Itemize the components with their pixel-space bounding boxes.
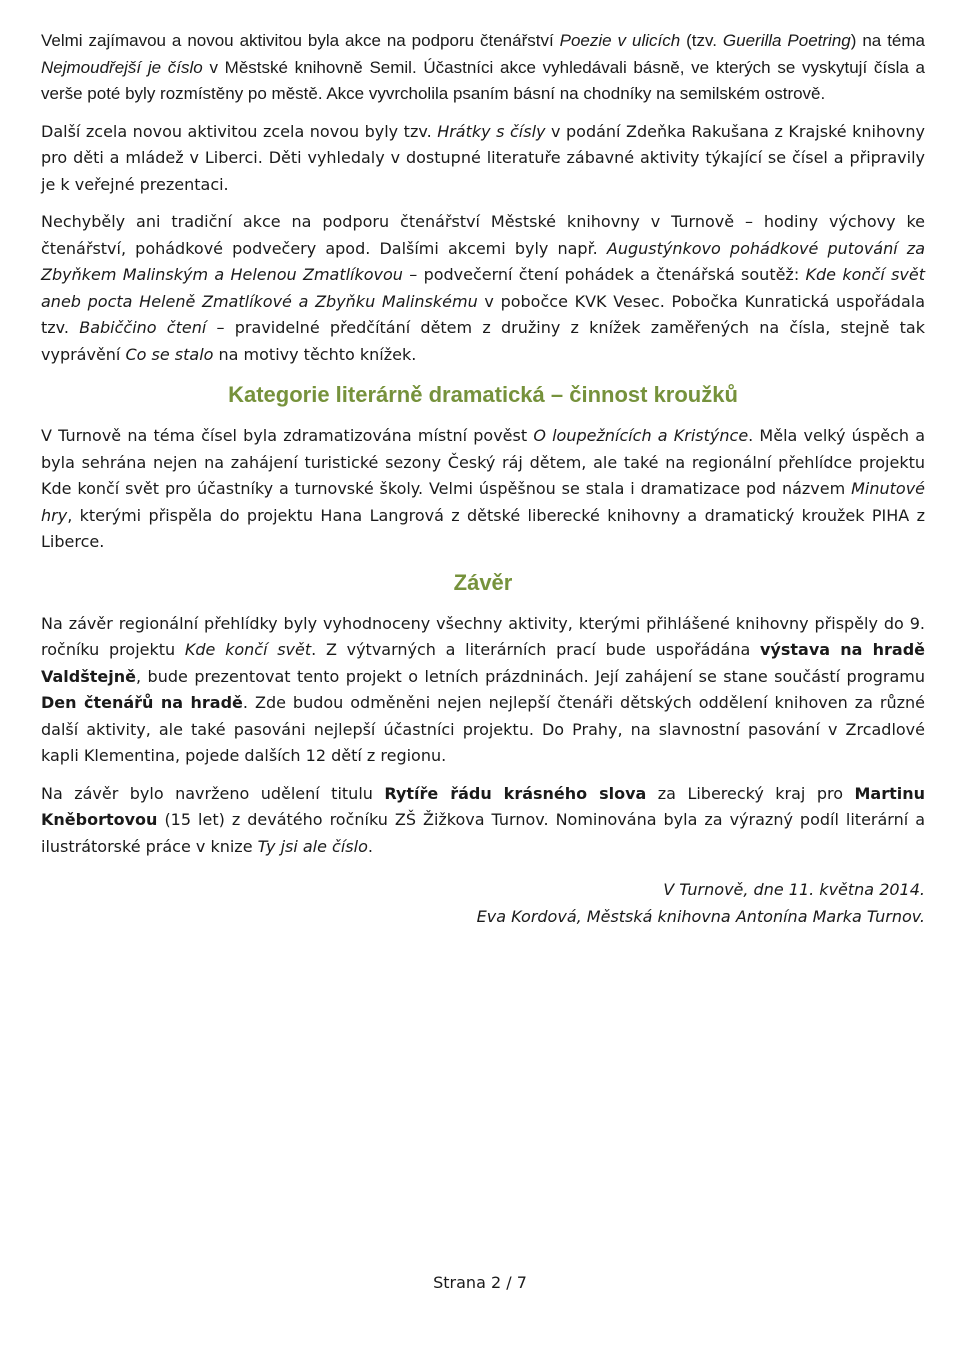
text-run: , kterými přispěla do projektu Hana Langrová z dětské liberecké knihovny a dramatický kroužek PIHA z Liberce.: [41, 505, 925, 551]
italic-run: Minutové hry: [41, 479, 925, 525]
italic-run: Hrátky s čísly: [437, 121, 546, 141]
text-run: Velmi zajímavou a novou aktivitou byla akce na podporu čtenářství: [41, 31, 560, 50]
paragraph-poezie-v-ulicich: [41, 28, 925, 108]
paragraph-hratky-s-cisly: [41, 119, 925, 199]
italic-run: Nejmoudřejší je číslo: [41, 57, 203, 77]
text-run: Další zcela novou aktivitou zcela novou byly tzv.: [41, 121, 438, 141]
section-heading-literarne-dramaticka: Kategorie literárně dramatická – činnost kroužků: [228, 382, 738, 407]
page-number: Strana 2 / 7: [433, 1273, 527, 1292]
text-run: , bude prezentovat tento projekt o letních prázdninách. Její zahájení se stane součástí programu: [136, 666, 925, 686]
section-heading-zaver: Závěr: [453, 569, 513, 595]
italic-run: Poezie v ulicích: [559, 31, 681, 50]
paragraph-zaver-vystava: [41, 611, 925, 770]
text-run: – podvečerní čtení pohádek a čtenářská soutěž:: [402, 265, 806, 284]
text-run: . Z výtvarných a literárních prací bude uspořádána: [311, 640, 760, 659]
text-run: v podání Zdeňka Rakušana z Krajské knihovny pro děti a mládež v Liberci. Děti vyhledaly v dostupné literatuře zábavné aktivity týkající se čísel a připravily je k veřejné prezentaci.: [41, 121, 926, 194]
text-run: Nechyběly ani tradiční akce na podporu čtenářství Městské knihovny v Turnově – hodiny výchovy ke čtenářství, pohádkové podvečery apod. Dalšími akcemi byly např.: [41, 212, 925, 258]
text-run: Na závěr bylo navrženo udělení titulu: [41, 783, 385, 803]
bold-run: Den čtenářů na hradě: [41, 693, 243, 712]
italic-run: Guerilla Poetring: [722, 31, 851, 50]
signature-place-date: V Turnově, dne 11. května 2014.: [663, 880, 925, 899]
text-run: .: [367, 836, 373, 856]
italic-run: Kde končí svět aneb pocta Heleně Zmatlíkové a Zbyňku Malinskému: [41, 265, 925, 311]
italic-run: Ty jsi ale číslo: [257, 836, 368, 856]
text-run: za Liberecký kraj pro: [646, 783, 855, 803]
italic-run: Kde končí svět: [184, 640, 312, 659]
text-run: na motivy těchto knížek.: [213, 344, 417, 364]
italic-run: Co se stalo: [125, 344, 214, 364]
text-run: v Městské knihovně Semil. Účastníci akce vyhledávali básně, ve kterých se vyskytují čísla a verše poté byly rozmístěny po městě. Akce vyvrcholila psaním básní na chodníky na semilském ostrově.: [41, 57, 926, 103]
italic-run: Augustýnkovo pohádkové putování za Zbyňkem Malinským a Helenou Zmatlíkovou: [41, 238, 925, 284]
text-run: ) na téma: [850, 31, 925, 50]
text-run: V Turnově na téma čísel byla zdramatizována místní pověst: [41, 426, 534, 445]
text-run: . Zde budou odměněni nejen nejlepší čtenáři dětských oddělení knihoven za různé další aktivity, ale také pasováni nejlepší účastníci projektu. Do Prahy, na slavnostní pasování v Zrcadlové kapli Klementina, pojede dalších 12 dětí z regionu.: [41, 693, 926, 765]
paragraph-dramatizace: [41, 423, 925, 556]
signature-author: Eva Kordová, Městská knihovna Antonína Marka Turnov.: [476, 906, 925, 926]
text-run: (15 let) z devátého ročníku ZŠ Žižkova Turnov. Nominována byla za výrazný podíl literární a ilustrátorské práce v knize: [41, 810, 925, 856]
text-run: Na závěr regionální přehlídky byly vyhodnoceny všechny aktivity, kterými přihlášené knihovny přispěly do 9. ročníku projektu: [41, 613, 925, 659]
bold-run: Martinu Kněbortovou: [41, 783, 925, 829]
text-run: (tzv.: [680, 31, 723, 50]
bold-run: výstava na hradě Valdštejně: [41, 640, 926, 686]
bold-run: Rytíře řádu krásného slova: [384, 783, 647, 803]
text-run: v pobočce KVK Vesec. Pobočka Kunratická uspořádala tzv.: [41, 291, 925, 337]
italic-run: Babiččino čtení: [79, 318, 207, 337]
paragraph-rytir-radu: [41, 781, 925, 861]
signature-block: [41, 877, 925, 930]
paragraph-tradicni-akce: [41, 209, 925, 368]
text-run: . Měla velký úspěch a byla sehrána nejen na zahájení turistické sezony Český ráj dětem, ale také na regionální přehlídce projektu Kde končí svět pro účastníky a turnovské školy. Velmi úspěšnou se stala i dramatizace pod názvem: [41, 426, 926, 498]
italic-run: O loupežnících a Kristýnce: [533, 426, 749, 445]
document-body: [41, 28, 925, 930]
text-run: – pravidelné předčítání dětem z družiny z knížek zaměřených na čísla, stejně tak vyprávění: [41, 318, 926, 364]
